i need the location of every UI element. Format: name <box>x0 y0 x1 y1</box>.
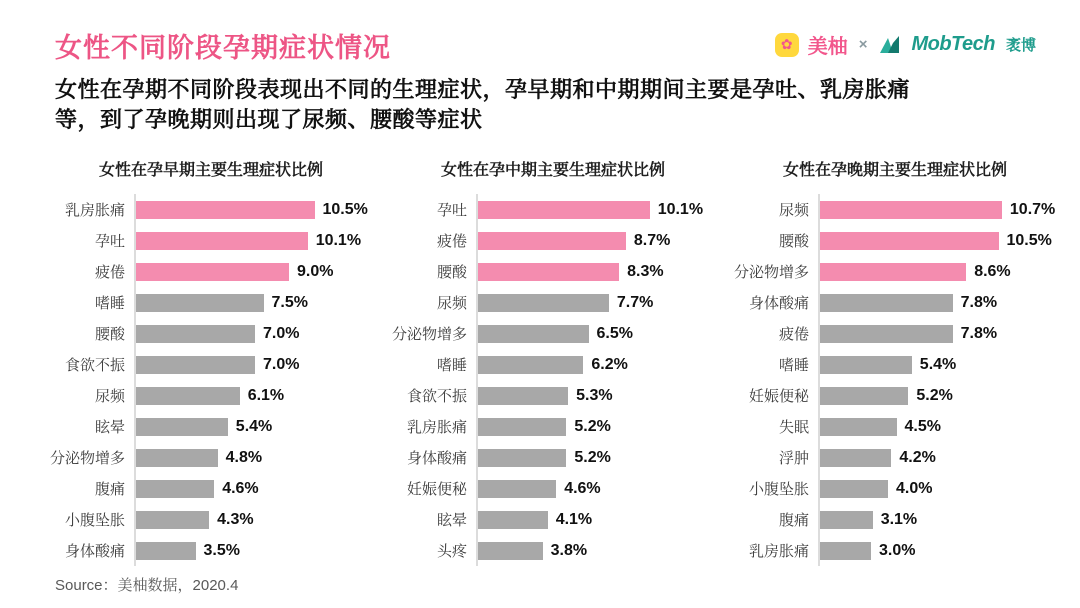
bar-track <box>476 287 724 318</box>
bar <box>136 325 255 343</box>
bar-track <box>476 194 724 225</box>
category-label: 分泌物增多 <box>733 264 809 281</box>
subtitle-line-2: 等，到了孕晚期则出现了尿频、腰酸等症状 <box>55 107 483 132</box>
bar-track <box>818 535 1066 566</box>
mobtech-mark-icon <box>878 34 902 55</box>
bar <box>820 201 1002 219</box>
chart-row <box>382 194 724 225</box>
chart-row <box>40 380 382 411</box>
value-label: 6.1% <box>247 386 285 404</box>
bar-track <box>134 535 382 566</box>
bar <box>820 542 871 560</box>
logo-separator: × <box>858 36 868 53</box>
bar <box>136 387 240 405</box>
bar <box>820 480 888 498</box>
value-label: 7.5% <box>271 293 308 311</box>
bar-track <box>476 535 724 566</box>
bar-track <box>818 442 1066 473</box>
bar-track <box>818 256 1066 287</box>
bar <box>136 418 228 436</box>
page-title: 女性不同阶段孕期症状情况 <box>55 33 391 63</box>
value-label: 4.5% <box>904 417 941 435</box>
chart-row <box>382 256 724 287</box>
bar <box>136 511 209 529</box>
bar <box>478 449 566 467</box>
category-label: 疲倦 <box>436 233 467 250</box>
category-label: 乳房胀痛 <box>748 543 809 560</box>
category-label: 嗜睡 <box>436 357 467 374</box>
chart-row <box>724 287 1066 318</box>
chart-late-pregnancy <box>724 151 1066 566</box>
bar <box>136 542 196 560</box>
value-label: 5.4% <box>235 417 273 435</box>
value-label: 10.5% <box>1006 231 1052 249</box>
chart-row <box>40 504 382 535</box>
bar <box>136 356 255 374</box>
bar-track <box>476 318 724 349</box>
category-label: 身体酸痛 <box>406 450 467 467</box>
bar-track <box>476 256 724 287</box>
chart-row <box>382 380 724 411</box>
bar-track <box>134 411 382 442</box>
chart-title: 女性在孕早期主要生理症状比例 <box>98 162 323 179</box>
mobtech-logo-text: MobTech <box>911 33 995 55</box>
chart-row <box>724 473 1066 504</box>
chart-row <box>724 504 1066 535</box>
bar-track <box>134 225 382 256</box>
category-label: 乳房胀痛 <box>406 419 467 436</box>
chart-mid-pregnancy <box>382 151 724 566</box>
value-label: 10.7% <box>1009 200 1056 218</box>
value-label: 4.3% <box>217 510 254 528</box>
chart-row <box>382 535 724 566</box>
bar <box>820 232 999 250</box>
chart-bars <box>382 194 724 566</box>
bar-track <box>134 380 382 411</box>
bar-track <box>818 473 1066 504</box>
page-subtitle <box>0 65 1080 135</box>
category-label: 小腹坠胀 <box>748 481 809 498</box>
chart-row <box>40 411 382 442</box>
chart-row <box>40 287 382 318</box>
chart-row <box>724 411 1066 442</box>
value-label: 10.1% <box>657 200 704 218</box>
bar <box>820 325 953 343</box>
chart-row <box>382 318 724 349</box>
chart-row <box>382 504 724 535</box>
chart-row <box>724 318 1066 349</box>
source-note: Source：美柚数据，2020.4 <box>55 577 239 594</box>
bar-track <box>476 349 724 380</box>
chart-row <box>40 256 382 287</box>
chart-title: 女性在孕晚期主要生理症状比例 <box>782 162 1007 179</box>
category-label: 孕吐 <box>436 202 467 219</box>
chart-row <box>40 442 382 473</box>
chart-title: 女性在孕中期主要生理症状比例 <box>440 162 665 179</box>
bar-track <box>818 411 1066 442</box>
category-label: 小腹坠胀 <box>64 512 125 529</box>
bar-track <box>476 442 724 473</box>
chart-row <box>724 225 1066 256</box>
chart-bars <box>724 194 1066 566</box>
value-label: 7.0% <box>263 324 300 342</box>
value-label: 4.6% <box>564 479 601 497</box>
brand-logos <box>775 30 1036 59</box>
bar <box>478 480 556 498</box>
category-label: 疲倦 <box>94 264 125 281</box>
bar-track <box>134 504 382 535</box>
chart-row <box>382 287 724 318</box>
bar <box>478 418 566 436</box>
category-label: 腰酸 <box>436 264 467 281</box>
value-label: 7.8% <box>960 293 998 311</box>
bar <box>478 232 626 250</box>
chart-early-pregnancy <box>40 151 382 566</box>
chart-row <box>724 349 1066 380</box>
value-label: 7.7% <box>616 293 654 311</box>
bar <box>820 263 966 281</box>
bar-track <box>134 473 382 504</box>
bar <box>478 387 568 405</box>
category-label: 浮肿 <box>778 450 809 467</box>
bar <box>820 511 873 529</box>
meiyou-logo-text: 美柚 <box>807 36 848 58</box>
value-label: 8.6% <box>974 262 1011 280</box>
bar-track <box>818 380 1066 411</box>
value-label: 10.1% <box>315 231 362 249</box>
bar-track <box>818 318 1066 349</box>
chart-row <box>40 473 382 504</box>
chart-row <box>382 349 724 380</box>
category-label: 食欲不振 <box>64 357 125 374</box>
category-label: 嗜睡 <box>94 295 125 312</box>
category-label: 头疼 <box>436 543 467 560</box>
bar-track <box>818 225 1066 256</box>
category-label: 身体酸痛 <box>64 543 125 560</box>
category-label: 妊娠便秘 <box>748 388 809 405</box>
bar-track <box>818 287 1066 318</box>
value-label: 7.0% <box>263 355 300 373</box>
category-label: 尿频 <box>436 295 467 312</box>
chart-row <box>724 380 1066 411</box>
bar-track <box>476 380 724 411</box>
page-header <box>0 0 1080 65</box>
value-label: 6.2% <box>591 355 628 373</box>
bar-track <box>134 349 382 380</box>
mobtech-logo-suffix: 袤博 <box>1005 37 1036 54</box>
value-label: 8.3% <box>627 262 664 280</box>
chart-row <box>724 442 1066 473</box>
chart-row <box>724 256 1066 287</box>
value-label: 5.2% <box>574 417 611 435</box>
bar <box>478 263 619 281</box>
value-label: 3.5% <box>203 541 240 559</box>
chart-row <box>724 535 1066 566</box>
value-label: 4.8% <box>225 448 263 466</box>
value-label: 10.5% <box>322 200 368 218</box>
bar-track <box>134 194 382 225</box>
category-label: 分泌物增多 <box>49 450 125 467</box>
bar <box>820 356 912 374</box>
chart-row <box>382 442 724 473</box>
bar <box>478 542 543 560</box>
category-label: 腰酸 <box>778 233 809 250</box>
bar <box>136 232 308 250</box>
value-label: 4.0% <box>896 479 933 497</box>
category-label: 腹痛 <box>94 481 125 498</box>
category-label: 妊娠便秘 <box>406 481 467 498</box>
bar <box>820 418 897 436</box>
chart-row <box>40 225 382 256</box>
chart-row <box>40 318 382 349</box>
category-label: 眩晕 <box>436 512 467 529</box>
bar-track <box>134 256 382 287</box>
value-label: 4.6% <box>222 479 259 497</box>
subtitle-line-1: 女性在孕期不同阶段表现出不同的生理症状，孕早期和中期期间主要是孕吐、乳房胀痛 <box>55 77 911 102</box>
category-label: 孕吐 <box>94 233 125 250</box>
value-label: 8.7% <box>633 231 671 249</box>
category-label: 疲倦 <box>778 326 809 343</box>
category-label: 嗜睡 <box>778 357 809 374</box>
category-label: 尿频 <box>94 388 125 405</box>
category-label: 眩晕 <box>94 419 125 436</box>
bar <box>478 294 609 312</box>
category-label: 分泌物增多 <box>391 326 467 343</box>
value-label: 5.2% <box>916 386 953 404</box>
value-label: 4.1% <box>555 510 593 528</box>
chart-row <box>382 473 724 504</box>
bar-track <box>134 318 382 349</box>
bar <box>820 449 891 467</box>
bar <box>478 325 589 343</box>
bar-track <box>134 287 382 318</box>
chart-bars <box>40 194 382 566</box>
category-label: 尿频 <box>778 202 809 219</box>
value-label: 7.8% <box>960 324 998 342</box>
category-label: 腰酸 <box>94 326 125 343</box>
chart-row <box>40 535 382 566</box>
bar-track <box>476 473 724 504</box>
bar-track <box>476 411 724 442</box>
bar <box>478 511 548 529</box>
bar <box>478 356 583 374</box>
value-label: 4.2% <box>899 448 936 466</box>
value-label: 3.1% <box>880 510 918 528</box>
bar <box>820 387 908 405</box>
bar <box>136 294 264 312</box>
bar <box>820 294 953 312</box>
value-label: 3.0% <box>879 541 916 559</box>
category-label: 食欲不振 <box>406 388 467 405</box>
bar <box>136 480 214 498</box>
value-label: 5.2% <box>574 448 611 466</box>
value-label: 6.5% <box>596 324 633 342</box>
chart-row <box>40 349 382 380</box>
bar <box>136 263 289 281</box>
bar <box>136 449 218 467</box>
category-label: 乳房胀痛 <box>64 202 125 219</box>
chart-row <box>724 194 1066 225</box>
chart-row <box>382 411 724 442</box>
bar-track <box>476 225 724 256</box>
bar-track <box>818 504 1066 535</box>
value-label: 5.4% <box>919 355 957 373</box>
bar-track <box>818 349 1066 380</box>
bar-track <box>818 194 1066 225</box>
category-label: 失眠 <box>778 419 809 436</box>
category-label: 身体酸痛 <box>748 295 809 312</box>
category-label: 腹痛 <box>778 512 809 529</box>
value-label: 5.3% <box>576 386 613 404</box>
bar-track <box>134 442 382 473</box>
bar <box>478 201 650 219</box>
chart-row <box>382 225 724 256</box>
bar <box>136 201 315 219</box>
meiyou-flower-icon: ✿ <box>775 33 799 57</box>
charts-row <box>0 135 1080 566</box>
chart-row <box>40 194 382 225</box>
bar-track <box>476 504 724 535</box>
value-label: 3.8% <box>550 541 588 559</box>
value-label: 9.0% <box>297 262 334 280</box>
